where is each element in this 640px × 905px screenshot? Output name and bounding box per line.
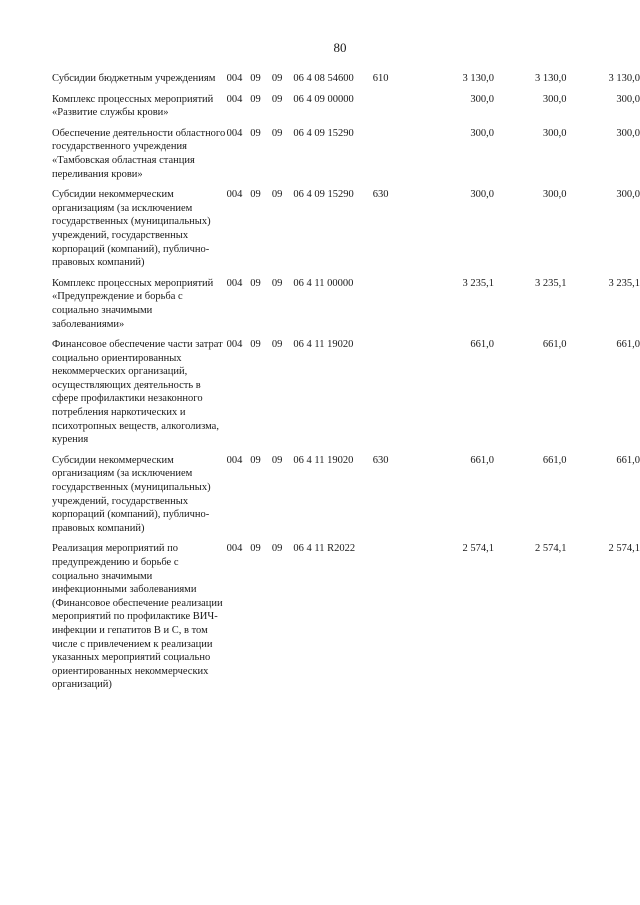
table-row <box>52 338 640 454</box>
amount-year-2: 3 235,1 <box>534 277 567 289</box>
amount-year-3: 300,0 <box>616 127 640 139</box>
target-article-code: 06 4 11 19020 <box>293 454 354 466</box>
subsection-code: 09 <box>271 189 283 201</box>
amount-year-2: 300,0 <box>542 127 567 139</box>
table-row <box>52 277 640 338</box>
subsection-code: 09 <box>271 73 283 84</box>
target-article-code: 06 4 11 00000 <box>293 277 354 289</box>
subsection-code: 09 <box>271 454 283 466</box>
expense-type-code <box>373 542 402 699</box>
grbs-code: 004 <box>226 277 243 289</box>
item-name: Финансовое обеспечение части затрат социально ориентированных некоммерческих организаций, осуществляющих деятельность в сфере профилактики незаконного потребления наркотических и психотропных веществ, алкоголизма, курения <box>52 339 223 446</box>
target-article-code: 06 4 09 00000 <box>293 93 354 105</box>
subsection-code: 09 <box>271 127 283 139</box>
amount-year-2: 661,0 <box>542 339 567 351</box>
grbs-code: 004 <box>226 543 243 555</box>
amount-year-2: 3 130,0 <box>534 73 567 84</box>
amount-year-1: 300,0 <box>470 127 495 139</box>
item-name: Комплекс процессных мероприятий «Развитие службы крови» <box>52 93 214 119</box>
amount-year-3: 3 235,1 <box>608 277 640 289</box>
item-name: Комплекс процессных мероприятий «Предупреждение и борьба с социально значимыми заболеваниями» <box>52 277 214 330</box>
section-code: 09 <box>250 73 261 84</box>
grbs-code: 004 <box>226 454 243 466</box>
amount-year-1: 2 574,1 <box>462 543 495 555</box>
grbs-code: 004 <box>226 339 243 351</box>
amount-year-2: 2 574,1 <box>534 543 567 555</box>
amount-year-1: 661,0 <box>470 339 495 351</box>
target-article-code: 06 4 08 54600 <box>293 73 354 84</box>
item-name: Реализация мероприятий по предупреждению и борьбе с социально значимыми инфекционными заболеваниями (Финансовое обеспечение реализации мероприятий по профилактике ВИЧ-инфекции и гепатитов В и С, в том числе с привлечением к реализации указанных мероприятий социально ориентированных некоммерческих организаций) <box>52 543 223 691</box>
grbs-code: 004 <box>226 127 243 139</box>
amount-year-1: 300,0 <box>470 93 495 105</box>
item-name: Субсидии некоммерческим организациям (за исключением государственных (муниципальных) учреждений, государственных корпораций (компаний), публично-правовых компаний) <box>52 189 211 269</box>
target-article-code: 06 4 11 19020 <box>293 339 354 351</box>
item-name: Субсидии бюджетным учреждениям <box>52 73 216 84</box>
table-row <box>52 93 640 127</box>
amount-year-1: 661,0 <box>470 454 495 466</box>
grbs-code: 004 <box>226 73 243 84</box>
table-row <box>52 127 640 188</box>
section-code: 09 <box>250 454 261 466</box>
grbs-code: 004 <box>226 93 243 105</box>
grbs-code: 004 <box>226 189 243 201</box>
subsection-code: 09 <box>271 339 283 351</box>
expense-type-code <box>373 277 402 338</box>
amount-year-2: 300,0 <box>542 93 567 105</box>
expense-type-code <box>373 93 402 127</box>
section-code: 09 <box>250 277 261 289</box>
expense-type-code: 610 <box>372 73 389 84</box>
table-row <box>52 72 640 93</box>
table-row <box>52 188 640 277</box>
expense-type-code <box>373 338 402 454</box>
amount-year-3: 300,0 <box>616 93 640 105</box>
budget-table <box>52 72 640 699</box>
amount-year-2: 300,0 <box>542 189 567 201</box>
amount-year-3: 3 130,0 <box>608 73 640 84</box>
expense-type-code: 630 <box>372 189 389 201</box>
subsection-code: 09 <box>271 93 283 105</box>
amount-year-1: 3 130,0 <box>462 73 495 84</box>
section-code: 09 <box>250 189 261 201</box>
amount-year-2: 661,0 <box>542 454 567 466</box>
section-code: 09 <box>250 93 261 105</box>
amount-year-3: 661,0 <box>616 339 640 351</box>
table-row <box>52 542 640 699</box>
subsection-code: 09 <box>271 277 283 289</box>
amount-year-3: 661,0 <box>616 454 640 466</box>
item-name: Субсидии некоммерческим организациям (за исключением государственных (муниципальных) учреждений, государственных корпораций (компаний), публично-правовых компаний) <box>52 454 211 534</box>
expense-type-code: 630 <box>372 454 389 466</box>
amount-year-1: 3 235,1 <box>462 277 495 289</box>
page-number: 80 <box>333 40 347 55</box>
target-article-code: 06 4 11 R2022 <box>293 543 356 555</box>
amount-year-1: 300,0 <box>470 189 495 201</box>
item-name: Обеспечение деятельности областного государственного учреждения «Тамбовская областная станция переливания крови» <box>52 127 226 180</box>
amount-year-3: 300,0 <box>616 189 640 201</box>
table-body <box>52 72 640 699</box>
subsection-code: 09 <box>271 543 283 555</box>
amount-year-3: 2 574,1 <box>608 543 640 555</box>
target-article-code: 06 4 09 15290 <box>293 189 354 201</box>
target-article-code: 06 4 09 15290 <box>293 127 354 139</box>
table-row <box>52 454 640 543</box>
section-code: 09 <box>250 543 261 555</box>
section-code: 09 <box>250 339 261 351</box>
expense-type-code <box>373 127 402 188</box>
section-code: 09 <box>250 127 261 139</box>
